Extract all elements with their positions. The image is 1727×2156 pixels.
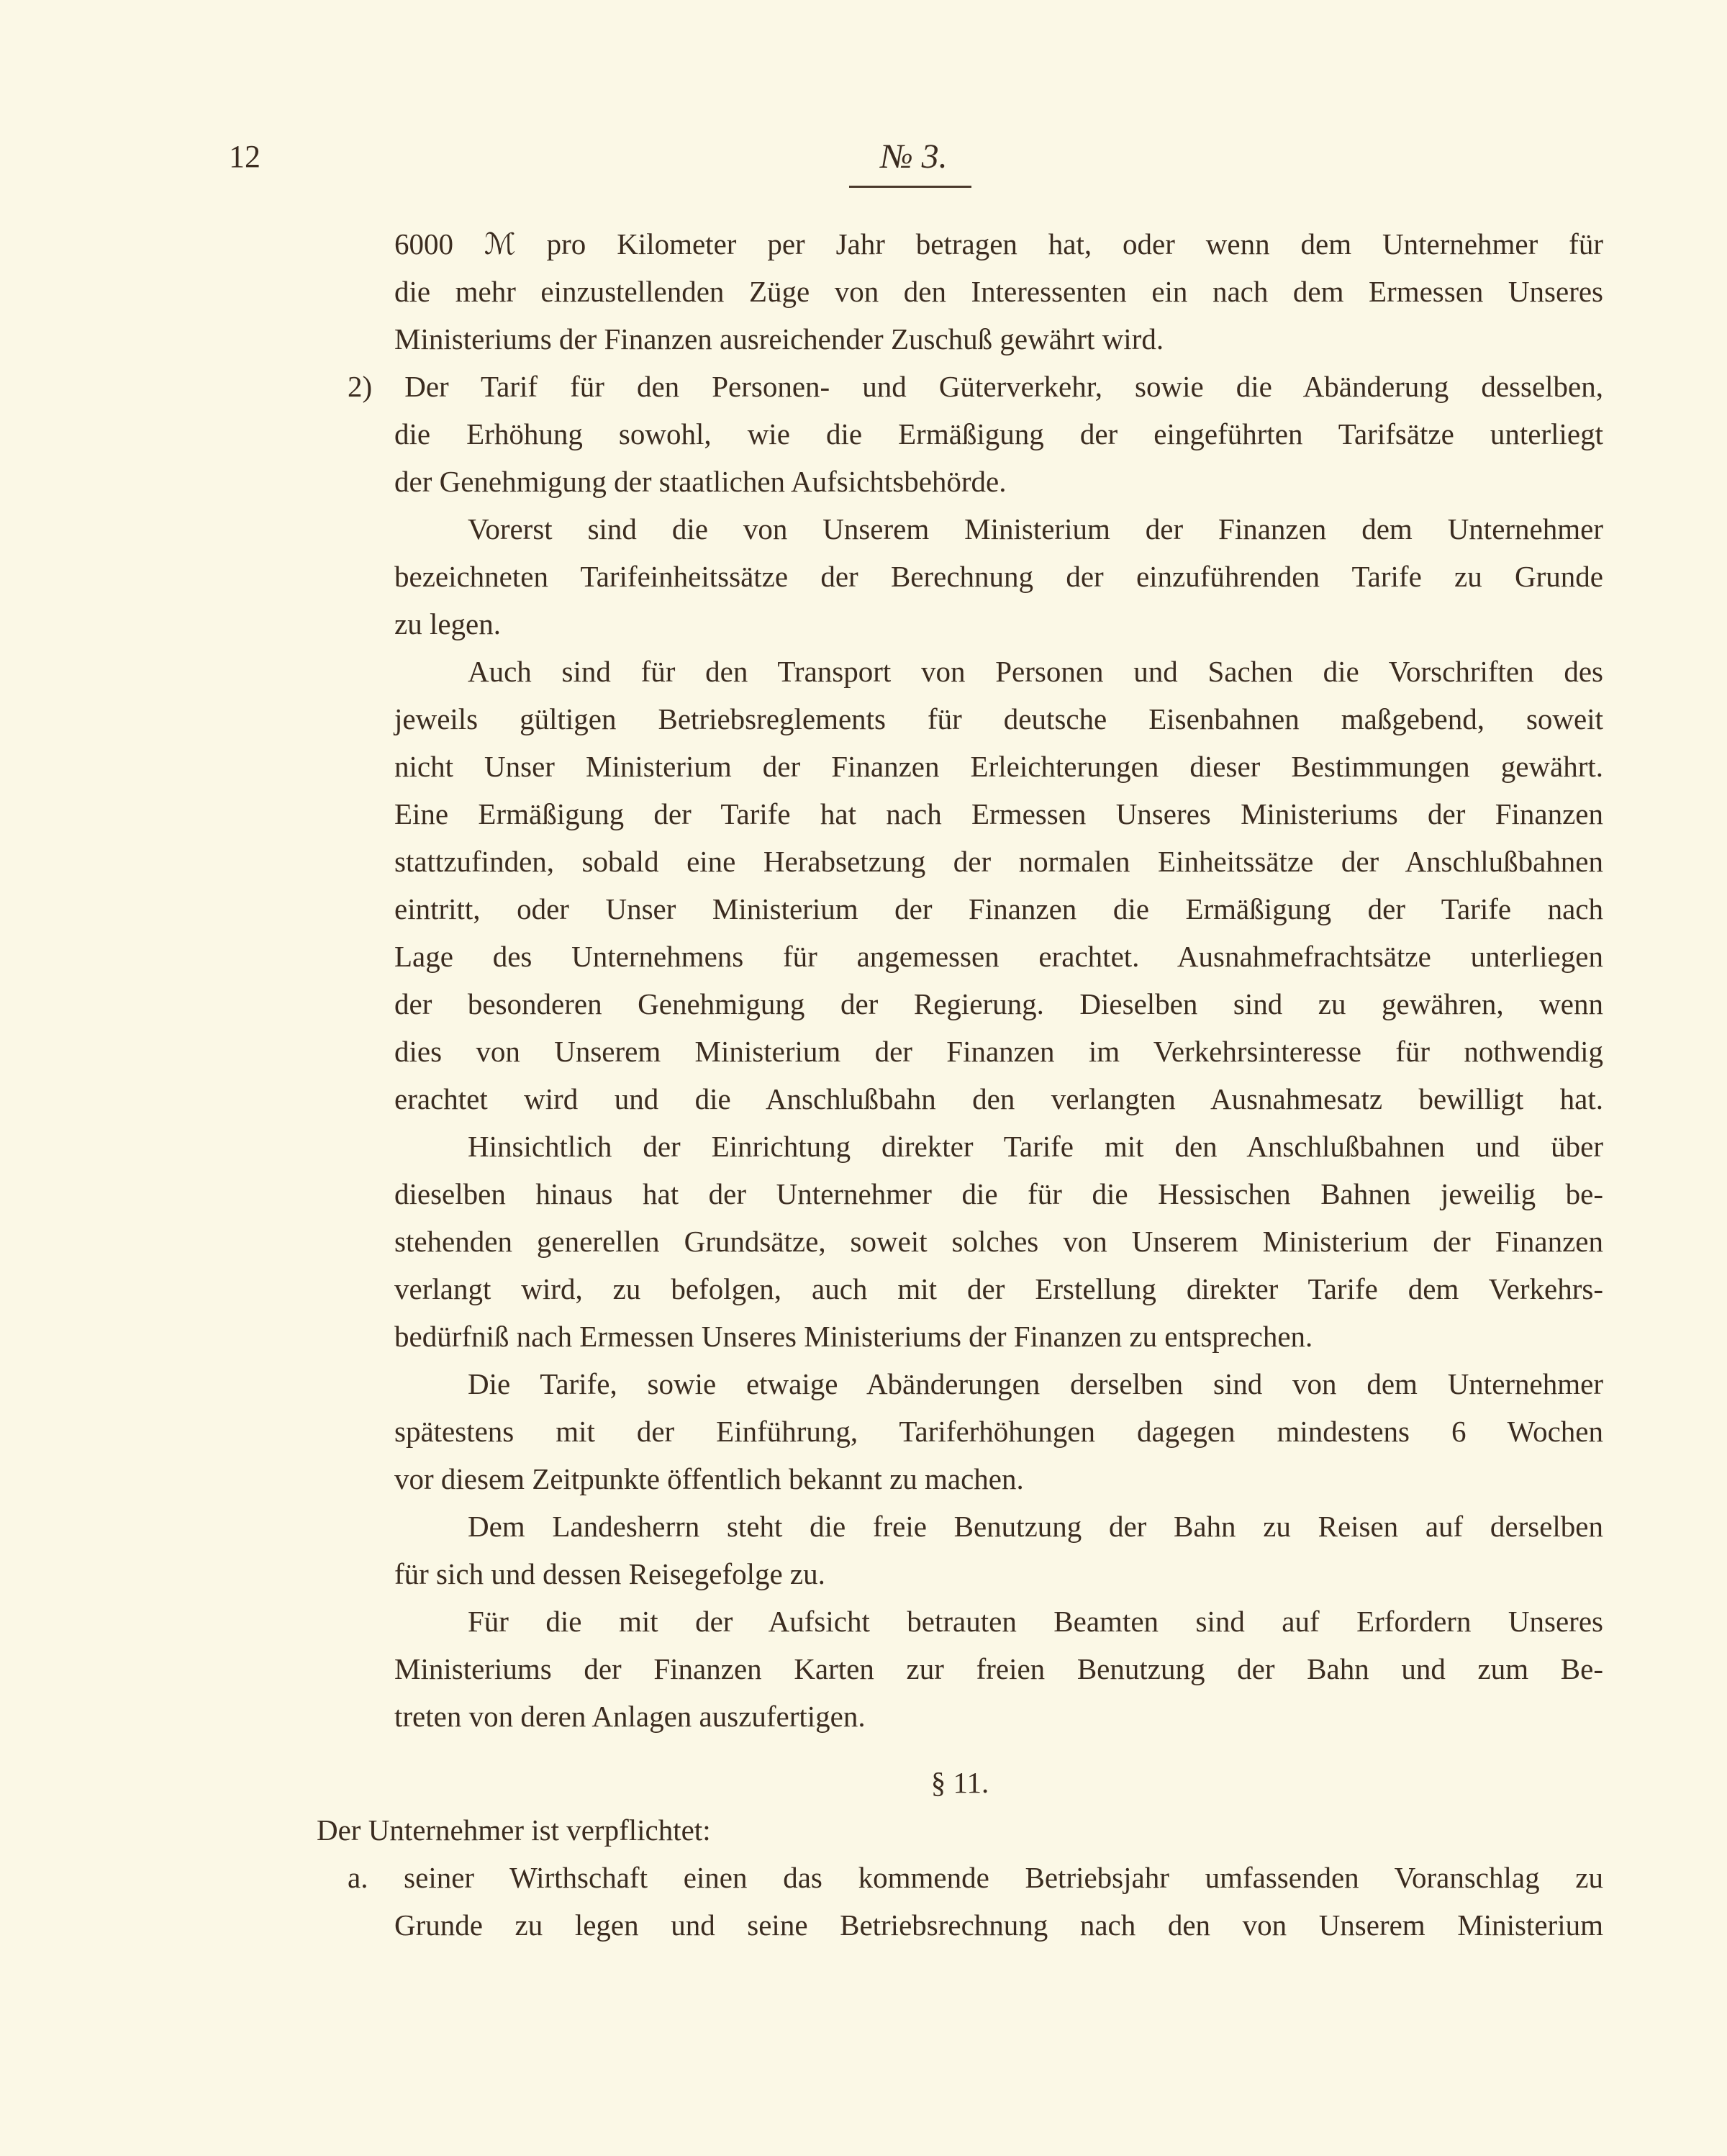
text-line: Vorerst sind die von Unserem Ministerium der Finanzen dem Unternehmer xyxy=(468,512,1603,545)
text-line: nicht Unser Ministerium der Finanzen Erleichterungen dieser Bestimmungen gewährt. xyxy=(394,750,1603,783)
section-heading: § 11. xyxy=(930,1766,989,1799)
text-line: jeweils gültigen Betriebsreglements für deutsche Eisenbahnen maßgebend, soweit xyxy=(394,702,1603,735)
text-line: spätestens mit der Einführung, Tariferhöhungen dagegen mindestens 6 Wochen xyxy=(394,1415,1603,1448)
text-line: 6000 ℳ pro Kilometer per Jahr betragen hat, oder wenn dem Unternehmer für xyxy=(394,227,1603,261)
text-line: stattzufinden, sobald eine Herabsetzung der normalen Einheitssätze der Anschlußbahnen xyxy=(394,845,1603,878)
text-line: die Erhöhung sowohl, wie die Ermäßigung der eingeführten Tarifsätze unterliegt xyxy=(394,417,1603,450)
text-line: 2) Der Tarif für den Personen- und Güterverkehr, sowie die Abänderung desselben, xyxy=(348,370,1603,403)
text-line: treten von deren Anlagen auszufertigen. xyxy=(394,1700,866,1733)
text-line: bedürfniß nach Ermessen Unseres Ministeriums der Finanzen zu entsprechen. xyxy=(394,1320,1313,1353)
text-line: dieselben hinaus hat der Unternehmer die für die Hessischen Bahnen jeweilig be- xyxy=(394,1177,1603,1210)
text-line: verlangt wird, zu befolgen, auch mit der Erstellung direkter Tarife dem Verkehrs- xyxy=(394,1272,1603,1305)
text-line: dies von Unserem Ministerium der Finanzen im Verkehrsinteresse für nothwendig xyxy=(394,1035,1603,1068)
text-line: erachtet wird und die Anschlußbahn den verlangten Ausnahmesatz bewilligt hat. xyxy=(394,1082,1603,1115)
text-line: Eine Ermäßigung der Tarife hat nach Ermessen Unseres Ministeriums der Finanzen xyxy=(394,797,1603,830)
document-body xyxy=(317,220,1603,1949)
text-line: Ministeriums der Finanzen ausreichender Zuschuß gewährt wird. xyxy=(394,322,1164,355)
text-line: der Genehmigung der staatlichen Aufsichtsbehörde. xyxy=(394,465,1007,498)
text-line: Für die mit der Aufsicht betrauten Beamten sind auf Erfordern Unseres xyxy=(468,1605,1603,1638)
heading-underline xyxy=(849,186,971,188)
text-line: stehenden generellen Grundsätze, soweit solches von Unserem Ministerium der Finanzen xyxy=(394,1225,1603,1258)
text-line: Die Tarife, sowie etwaige Abänderungen derselben sind von dem Unternehmer xyxy=(468,1367,1603,1400)
text-line: Lage des Unternehmens für angemessen erachtet. Ausnahmefrachtsätze unterliegen xyxy=(394,940,1603,973)
text-line: zu legen. xyxy=(394,607,501,640)
text-line: Auch sind für den Transport von Personen und Sachen die Vorschriften des xyxy=(468,655,1603,688)
text-line: Hinsichtlich der Einrichtung direkter Tarife mit den Anschlußbahnen und über xyxy=(468,1130,1603,1163)
text-line: Der Unternehmer ist verpflichtet: xyxy=(317,1813,711,1847)
text-line: Ministeriums der Finanzen Karten zur freien Benutzung der Bahn und zum Be- xyxy=(394,1652,1603,1685)
text-line: bezeichneten Tarifeinheitssätze der Berechnung der einzuführenden Tarife zu Grunde xyxy=(394,560,1603,593)
issue-number-heading: № 3. xyxy=(880,137,948,176)
text-line: vor diesem Zeitpunkte öffentlich bekannt zu machen. xyxy=(394,1462,1024,1495)
text-line: a. seiner Wirthschaft einen das kommende Betriebsjahr umfassenden Voranschlag zu xyxy=(348,1861,1603,1894)
text-line: für sich und dessen Reisegefolge zu. xyxy=(394,1557,825,1590)
text-line: der besonderen Genehmigung der Regierung. Dieselben sind zu gewähren, wenn xyxy=(394,987,1603,1020)
text-line: Dem Landesherrn steht die freie Benutzung der Bahn zu Reisen auf derselben xyxy=(468,1510,1603,1543)
page-number: 12 xyxy=(229,139,260,174)
text-line: die mehr einzustellenden Züge von den Interessenten ein nach dem Ermessen Unseres xyxy=(394,275,1603,308)
text-line: Grunde zu legen und seine Betriebsrechnung nach den von Unserem Ministerium xyxy=(394,1908,1603,1942)
text-line: eintritt, oder Unser Ministerium der Finanzen die Ermäßigung der Tarife nach xyxy=(394,892,1603,925)
